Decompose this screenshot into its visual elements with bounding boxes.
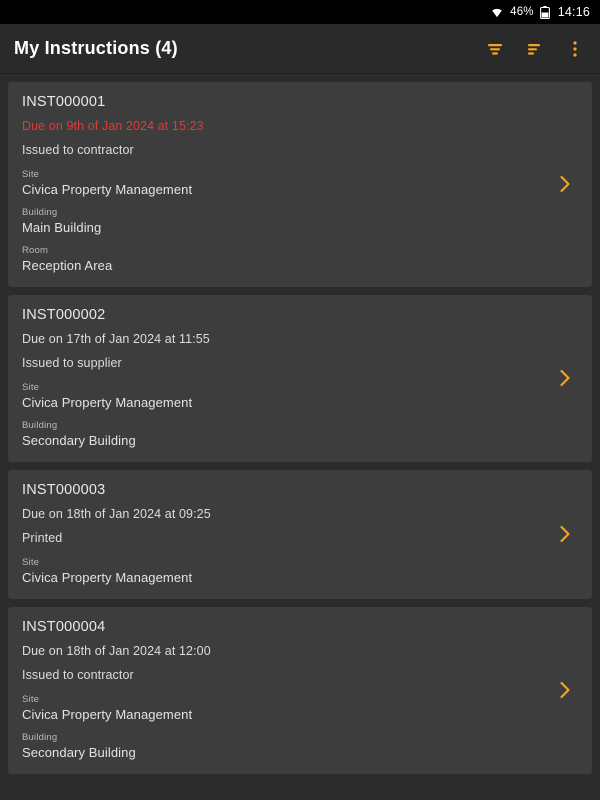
- due-date: Due on 18th of Jan 2024 at 09:25: [22, 507, 211, 521]
- site-label: Site: [22, 169, 40, 180]
- site-value: Civica Property Management: [22, 570, 193, 585]
- building-label: Building: [22, 207, 58, 218]
- room-value: Reception Area: [22, 258, 113, 273]
- battery-percent: 46%: [510, 6, 534, 18]
- instruction-reference: INST000003: [22, 482, 106, 498]
- chevron-right-icon[interactable]: [552, 307, 578, 448]
- site-value: Civica Property Management: [22, 395, 193, 410]
- building-field: [22, 207, 552, 235]
- site-label: Site: [22, 694, 40, 705]
- building-value: Main Building: [22, 220, 102, 235]
- building-value: Secondary Building: [22, 745, 136, 760]
- status-text: Issued to contractor: [22, 668, 134, 682]
- site-field: [22, 382, 552, 410]
- building-label: Building: [22, 420, 58, 431]
- building-label: Building: [22, 732, 58, 743]
- site-label: Site: [22, 557, 40, 568]
- list-item[interactable]: [8, 82, 592, 287]
- due-date: Due on 18th of Jan 2024 at 12:00: [22, 644, 211, 658]
- list-item[interactable]: [8, 295, 592, 462]
- chevron-right-icon[interactable]: [552, 619, 578, 760]
- site-field: [22, 169, 552, 197]
- instructions-list[interactable]: [0, 74, 600, 800]
- site-field: [22, 557, 552, 585]
- building-field: [22, 420, 552, 448]
- building-value: Secondary Building: [22, 433, 136, 448]
- battery-icon: [540, 6, 550, 19]
- wifi-icon: [490, 6, 504, 18]
- app-bar-actions: [484, 38, 586, 60]
- clock: 14:16: [557, 5, 590, 19]
- more-vertical-icon[interactable]: [564, 38, 586, 60]
- site-field: [22, 694, 552, 722]
- instruction-details: [22, 307, 552, 448]
- instruction-details: [22, 482, 552, 585]
- status-text: Issued to supplier: [22, 356, 122, 370]
- list-item[interactable]: [8, 470, 592, 599]
- sort-icon[interactable]: [524, 38, 546, 60]
- filter-icon[interactable]: [484, 38, 506, 60]
- building-field: [22, 732, 552, 760]
- status-text: Printed: [22, 531, 63, 545]
- site-value: Civica Property Management: [22, 707, 193, 722]
- instruction-details: [22, 94, 552, 273]
- status-text: Issued to contractor: [22, 143, 134, 157]
- instruction-reference: INST000004: [22, 619, 106, 635]
- instruction-details: [22, 619, 552, 760]
- room-label: Room: [22, 245, 49, 256]
- status-bar: [0, 0, 600, 24]
- instruction-reference: INST000001: [22, 94, 106, 110]
- page-title: My Instructions (4): [14, 38, 178, 58]
- instruction-reference: INST000002: [22, 307, 106, 323]
- due-date: Due on 17th of Jan 2024 at 11:55: [22, 332, 210, 346]
- chevron-right-icon[interactable]: [552, 94, 578, 273]
- site-value: Civica Property Management: [22, 182, 193, 197]
- site-label: Site: [22, 382, 40, 393]
- room-field: [22, 245, 552, 273]
- due-date: Due on 9th of Jan 2024 at 15:23: [22, 119, 204, 133]
- app-bar: [0, 24, 600, 74]
- chevron-right-icon[interactable]: [552, 482, 578, 585]
- list-item[interactable]: [8, 607, 592, 774]
